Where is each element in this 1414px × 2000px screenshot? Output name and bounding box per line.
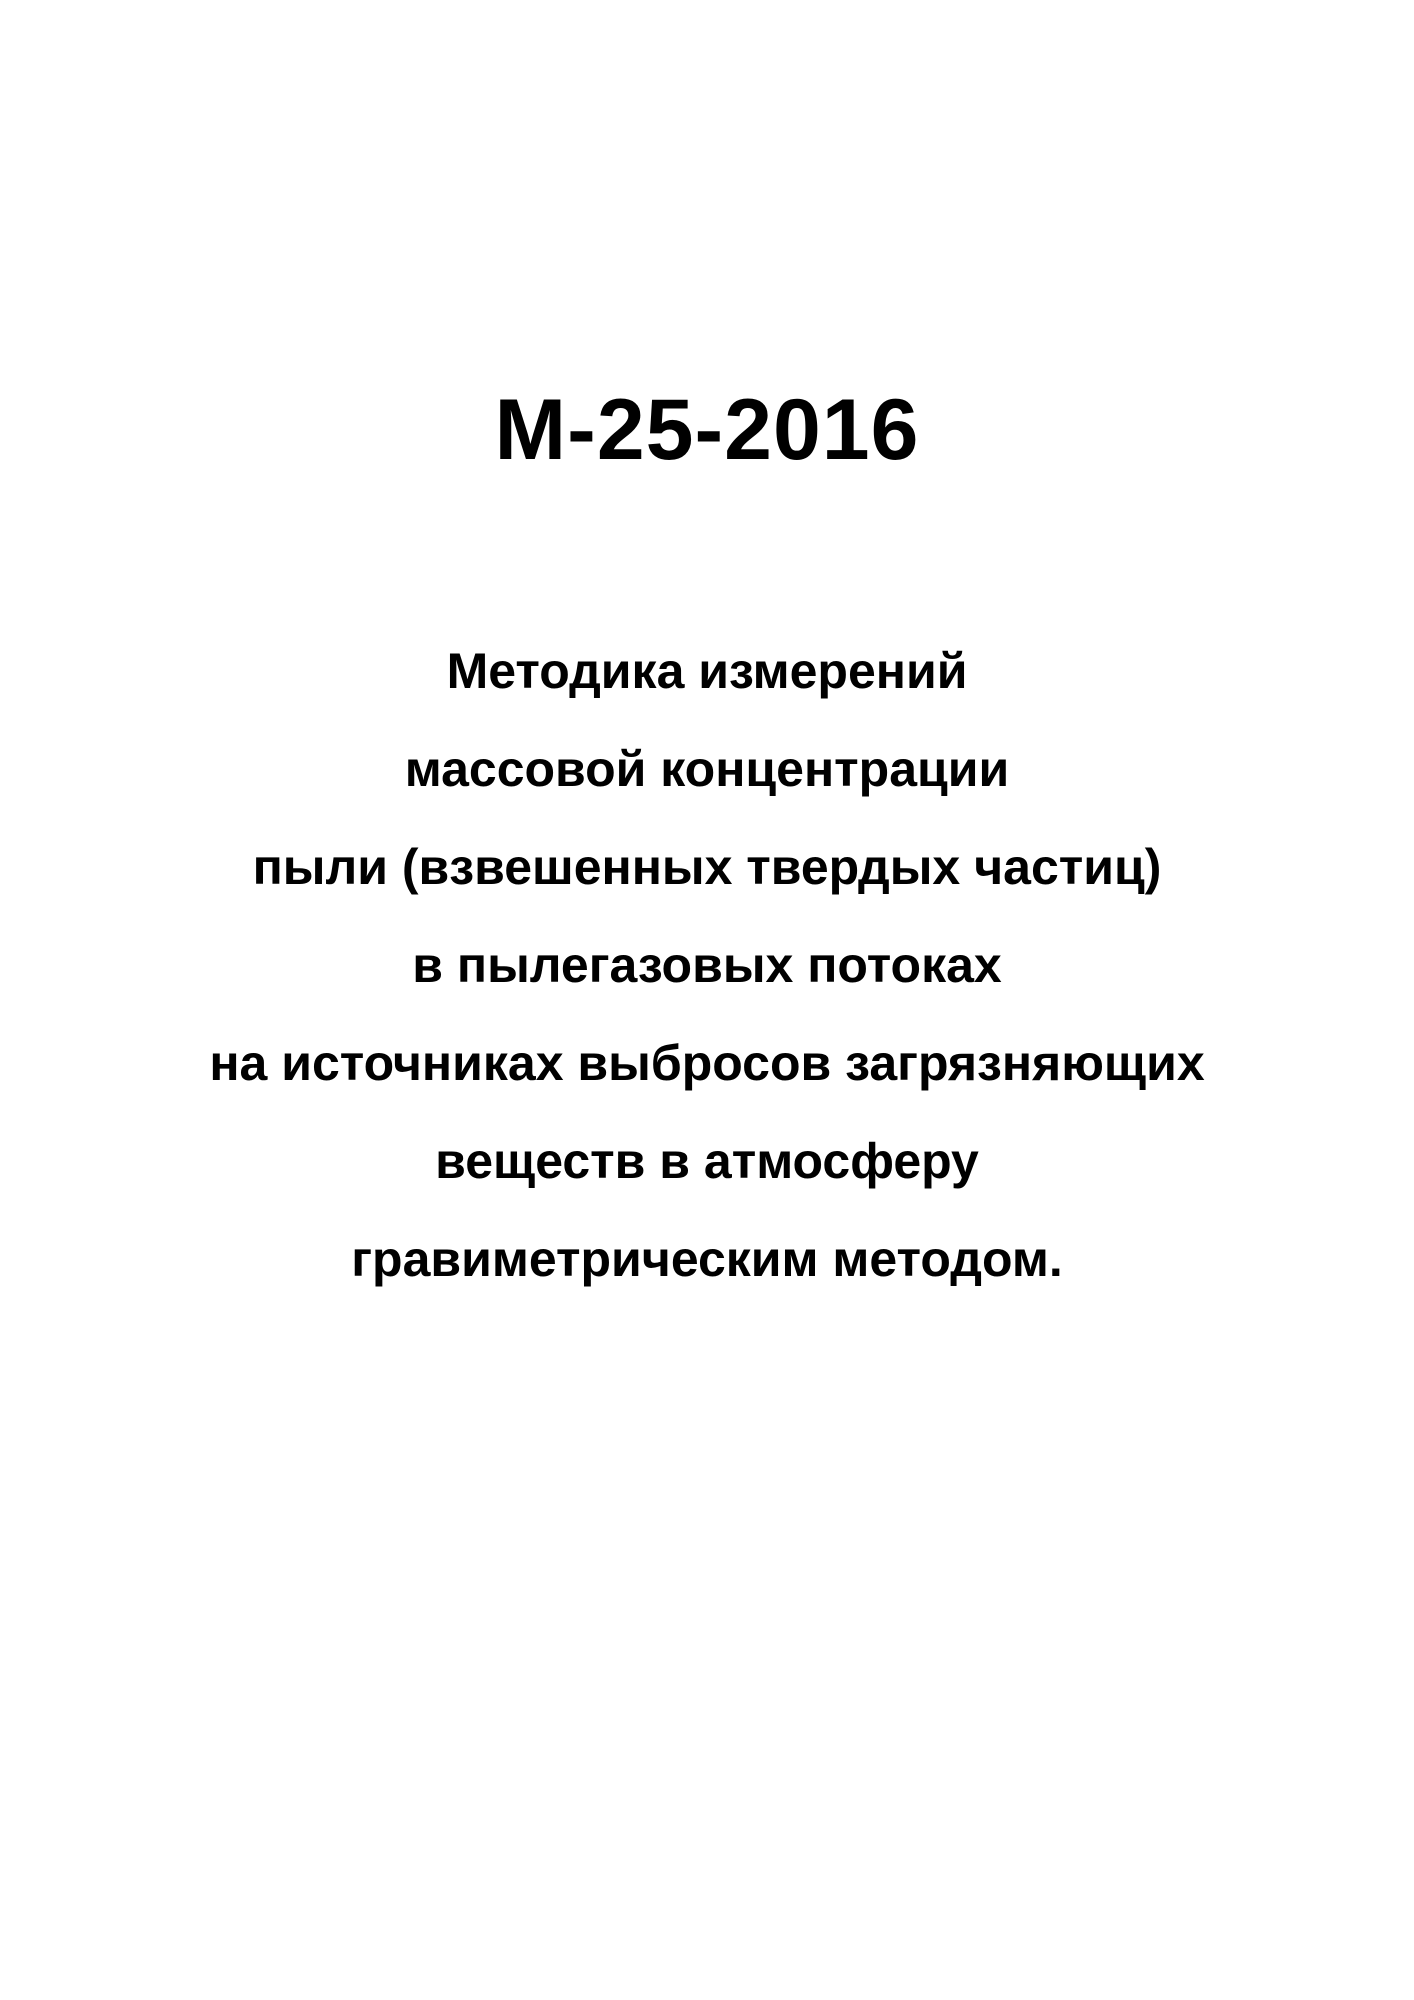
title-line: веществ в атмосферу [435,1133,979,1189]
title-line: в пылегазовых потоках [412,937,1002,993]
title-line: пыли (взвешенных твердых частиц) [252,839,1162,895]
title-line: Методика измерений [446,643,968,699]
document-title [0,622,1414,1308]
title-line: гравиметрическим методом. [351,1231,1063,1287]
title-line: массовой концентрации [404,741,1010,797]
title-line: на источниках выбросов загрязняющих [209,1035,1205,1091]
document-code: М-25-2016 [494,382,920,478]
